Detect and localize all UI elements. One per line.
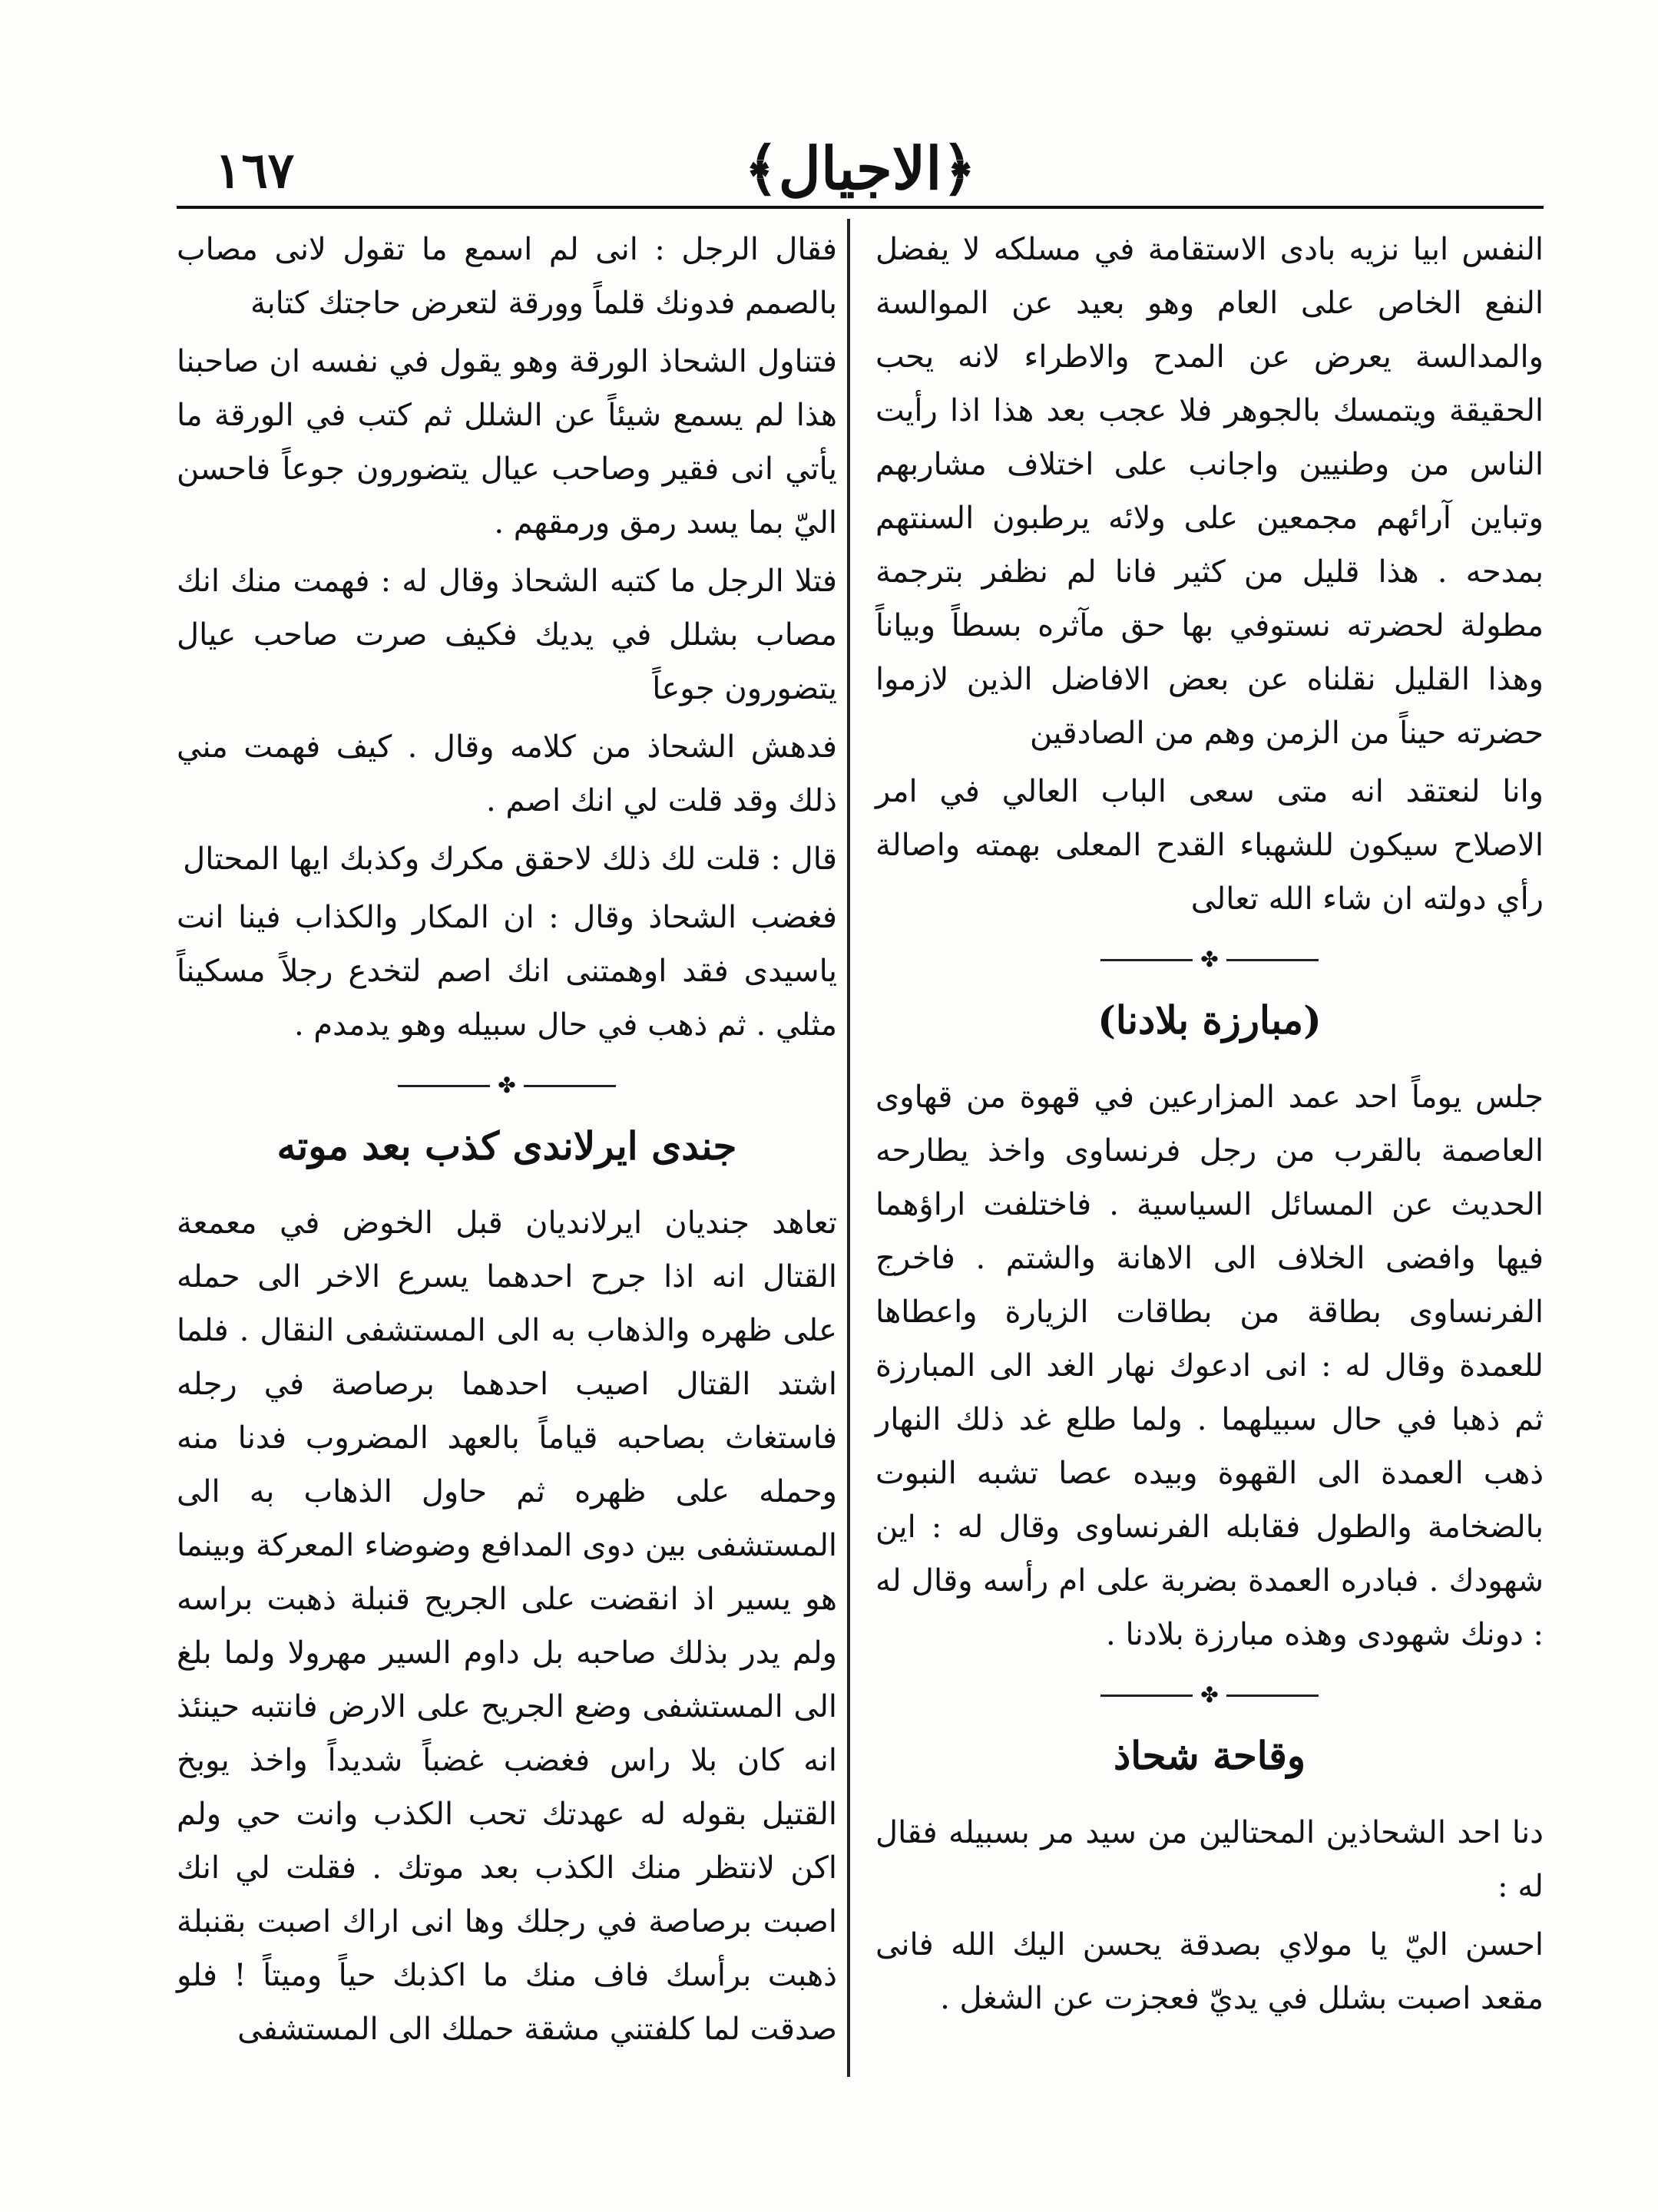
paragraph: فتناول الشحاذ الورقة وهو يقول في نفسه ان صاحبنا هذا لم يسمع شيئاً عن الشلل ثم كتب في الورقة ما يأتي انى فقير وصاحب عيال يتضورون جوعاً فاحسن اليّ بما يسد رمق ورمقهم . — [177, 344, 837, 541]
header-rule — [177, 206, 1544, 209]
section-divider-ornament — [875, 1672, 1544, 1718]
left-column — [177, 223, 837, 2061]
floral-ornament-icon: ✤ — [498, 1073, 516, 1098]
paragraph: احسن اليّ يا مولاي بصدقة يحسن اليك الله فانى مقعد اصبت بشلل في يديّ فعجزت عن الشغل . — [875, 1927, 1544, 2016]
journal-title: ﴿الاجيال﴾ — [744, 134, 976, 203]
section-title: وقاحة شحاذ — [1113, 1733, 1306, 1778]
divider-line — [398, 1085, 490, 1087]
column-divider — [847, 219, 850, 2077]
paragraph: فغضب الشحاذ وقال : ان المكار والكذاب فينا انت ياسيدى فقد اوهمتنى انك اصم لتخدع رجلاً مسكيناً مثلي . ثم ذهب في حال سبيله وهو يدمدم . — [177, 900, 837, 1043]
divider-line — [1226, 1695, 1319, 1697]
paragraph: تعاهد جنديان ايرلانديان قبل الخوض في معمعة القتال انه اذا جرح احدهما يسرع الاخر الى حمله على ظهره والذهاب به الى المستشفى النقال . فلما اشتد القتال اصيب احدهما برصاصة في رجله فاستغاث بصاحبه قياماً بالعهد المضروب فدنا منه وحمله على ظهره ثم حاول الذهاب به الى المستشفى بين دوى المدافع وضوضاء المعركة وبينما هو يسير اذ انقضت على الجريح قنبلة ذهبت براسه ولم يدر بذلك صاحبه بل داوم السير مهرولا ولما بلغ الى المستشفى وضع الجريح على الارض فانتبه حينئذ انه كان بلا راس فغضب غضباً شديداً واخذ يوبخ القتيل بقوله له عهدتك تحب الكذب وانت حي ولم اكن لانتظر منك الكذب بعد موتك . فقلت لي انك اصبت برصاصة في رجلك وها انى اراك اصبت بقنبلة ذهبت برأسك فاف منك ما اكذبك حياً وميتاً ! فلو صدقت لما كلفتني مشقة حملك الى المستشفى — [177, 1205, 838, 2047]
floral-ornament-icon: ✤ — [1200, 947, 1219, 972]
divider-line — [1226, 959, 1319, 961]
floral-ornament-icon: ✤ — [1200, 1682, 1219, 1708]
paragraph: قال : قلت لك ذلك لاحقق مكرك وكذبك ايها المحتال — [183, 841, 837, 877]
paragraph: فتلا الرجل ما كتبه الشحاذ وقال له : فهمت منك انك مصاب بشلل في يديك فكيف صرت صاحب عيال يتضورون جوعاً — [177, 564, 837, 706]
paragraph: وانا لنعتقد انه متى سعى الباب العالي في امر الاصلاح سيكون للشهباء القدح المعلى بهمته واصالة رأي دولته ان شاء الله تعالى — [875, 774, 1544, 917]
paragraph: فدهش الشحاذ من كلامه وقال . كيف فهمت مني ذلك وقد قلت لي انك اصم . — [177, 729, 837, 818]
paragraph: النفس ابيا نزيه بادى الاستقامة في مسلكه لا يفضل النفع الخاص على العام وهو بعيد عن الموالسة والمدالسة يعرض عن المدح والاطراء لانه يحب الحقيقة ويتمسك بالجوهر فلا عجب بعد هذا اذا رأيت الناس من وطنيين واجانب على اختلاف مشاربهم وتباين آرائهم مجمعين على ولائه يرطبون السنتهم بمدحه . هذا قليل من كثير فانا لم نظفر بترجمة مطولة لحضرته نستوفي بها حق مآثره بسطاً وبياناً وهذا القليل نقلناه عن بعض الافاضل الذين لازموا حضرته حيناً من الزمن وهم من الصادقين — [875, 232, 1544, 751]
paragraph: فقال الرجل : انى لم اسمع ما تقول لانى مصاب بالصمم فدونك قلماً وورقة لتعرض حاجتك كتابة — [177, 232, 837, 321]
paragraph: جلس يوماً احد عمد المزارعين في قهوة من قهاوى العاصمة بالقرب من رجل فرنساوى واخذ يطارحه الحديث عن المسائل السياسية . فاختلفت اراؤهما فيها وافضى الخلاف الى الاهانة والشتم . فاخرج الفرنساوى بطاقة من بطاقات الزيارة واعطاها للعمدة وقال له : انى ادعوك نهار الغد الى المبارزة ثم ذهبا في حال سبيلهما . ولما طلع غد ذلك النهار ذهب العمدة الى القهوة وبيده عصا تشبه النبوت بالضخامة والطول فقابله الفرنساوى وقال له : اين شهودك . فبادره العمدة بضربة على ام رأسه وقال له : دونك شهودى وهذه مبارزة بلادنا . — [875, 1080, 1544, 1652]
divider-line — [1100, 959, 1193, 961]
paragraph: دنا احد الشحاذين المحتالين من سيد مر بسبيله فقال له : — [875, 1815, 1544, 1904]
section-title: (مبارزة بلادنا) — [1097, 997, 1322, 1043]
right-column — [875, 223, 1544, 2030]
divider-line — [1100, 1695, 1193, 1697]
page-number: ١٦٧ — [215, 142, 295, 200]
section-divider-ornament — [177, 1063, 837, 1109]
divider-line — [524, 1085, 616, 1087]
section-divider-ornament — [875, 937, 1544, 983]
section-title: جندى ايرلاندى كذب بعد موته — [276, 1123, 737, 1169]
page-header — [177, 127, 1544, 219]
